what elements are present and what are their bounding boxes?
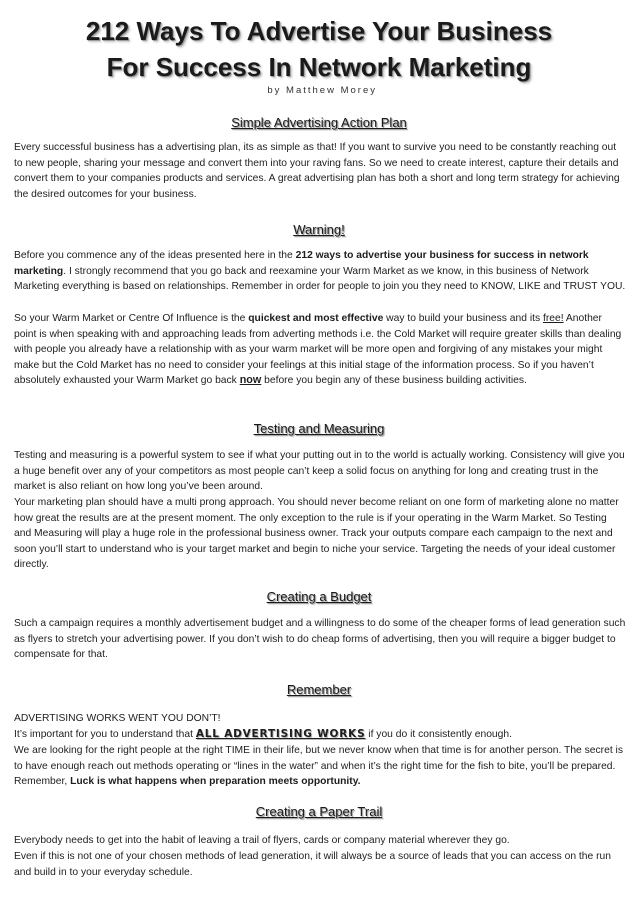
heading-testing-measuring: Testing and Measuring xyxy=(253,421,385,436)
paragraph-remember-2: It’s important for you to understand that ALL ADVERTISING WORKS if you do it consistently enough. xyxy=(14,728,512,740)
paragraph-paper-trail-1: Everybody needs to get into the habit of leaving a trail of flyers, cards or company material wherever they go. xyxy=(14,835,510,846)
heading-paper-trail: Creating a Paper Trail xyxy=(255,804,383,819)
bold-212-ways: 212 ways to advertise your business for success in network marketing xyxy=(14,250,589,277)
bold-luck-quote: Luck is what happens when preparation meets opportunity. xyxy=(70,776,361,788)
paragraph-action-plan: Every successful business has a advertising plan, its as simple as that! If you want to survive you need to be constantly reaching out to new people, sharing your message and convert them into your raving fans. So we need to create interest, capture their details and convert them to your companies products and services. A great advertising plan has both a short and long term strategy for achieving the desired outcomes for your business. xyxy=(14,142,620,200)
bold-quickest: quickest and most effective xyxy=(248,313,384,324)
paragraph-remember-caps: ADVERTISING WORKS WENT YOU DON’T! xyxy=(14,713,221,724)
free-underlined: free! xyxy=(542,313,564,324)
document-title-line-2: For Success In Network Marketing xyxy=(106,52,532,82)
paragraph-testing-2: Your marketing plan should have a multi prong approach. You should never become reliant on one form of marketing alone no matter how great the results are at the present moment. The only exception to the rule is if your operating in the Warm Market. So Testing and Measuring will play a huge role in the professional business owner. Track your outputs compare each campaign to the next and soon you’ll start to understand who is your target market and begin to niche your service. Targeting the needs of your ideal customer directly. xyxy=(14,497,619,571)
now-emphasis: now xyxy=(239,374,262,387)
paragraph-testing-1: Testing and measuring is a powerful system to see if what your putting out in to the world is actually working. Consistency will give you a huge benefit over any of your competitors as most people can’t keep a solid focus on anything for long and creating trust in the market is also reliant on how long you’ve been around. xyxy=(14,450,625,493)
heading-remember: Remember xyxy=(286,682,352,697)
heading-warning: Warning! xyxy=(293,222,345,237)
all-advertising-works-emphasis: ALL ADVERTISING WORKS xyxy=(195,728,366,740)
paragraph-paper-trail-2: Even if this is not one of your chosen methods of lead generation, it will always be a source of leads that you can access on the run and build in to your everyday schedule. xyxy=(14,851,611,878)
paragraph-budget: Such a campaign requires a monthly advertisement budget and a willingness to do some of the cheaper forms of lead generation such as flyers to stretch your advertising power. If you don’t wish to do cheap forms of advertising, then you will require a bigger budget to compensate for that. xyxy=(14,618,626,661)
paragraph-warning-2: So your Warm Market or Centre Of Influence is the quickest and most effective way to build your business and its free! Another point is when speaking with and approaching leads from adverting methods i.e. the Cold Market will require greater skills than dealing with people you already have a relationship with as your warm market will be more open and forgiving of any mistakes your might make but the Cold Market has no need to consider your feelings at this initial stage of the information process. So if you haven’t absolutely exhausted your Warm Market go back now before you begin any of these business building activities. xyxy=(14,313,622,387)
document-title-line-1: 212 Ways To Advertise Your Business xyxy=(85,16,553,46)
author-byline: by Matthew Morey xyxy=(267,85,377,96)
paragraph-remember-3: We are looking for the right people at the right TIME in their life, but we never know when that time is for another person. The secret is to have enough reach out methods operating or “lines in the water” and when it’s the right time for the fish to bite, you’ll be prepared. Remember, Luck is what happens when preparation meets opportunity. xyxy=(14,745,623,788)
heading-action-plan: Simple Advertising Action Plan xyxy=(231,115,407,130)
paragraph-warning-1: Before you commence any of the ideas presented here in the 212 ways to advertise your business for success in network marketing. I strongly recommend that you go back and reexamine your Warm Market as we know, in this business of Network Marketing everything is based on relationships. Remember in order for people to join you they need to KNOW, LIKE and TRUST YOU. xyxy=(14,250,626,293)
heading-budget: Creating a Budget xyxy=(266,589,372,604)
